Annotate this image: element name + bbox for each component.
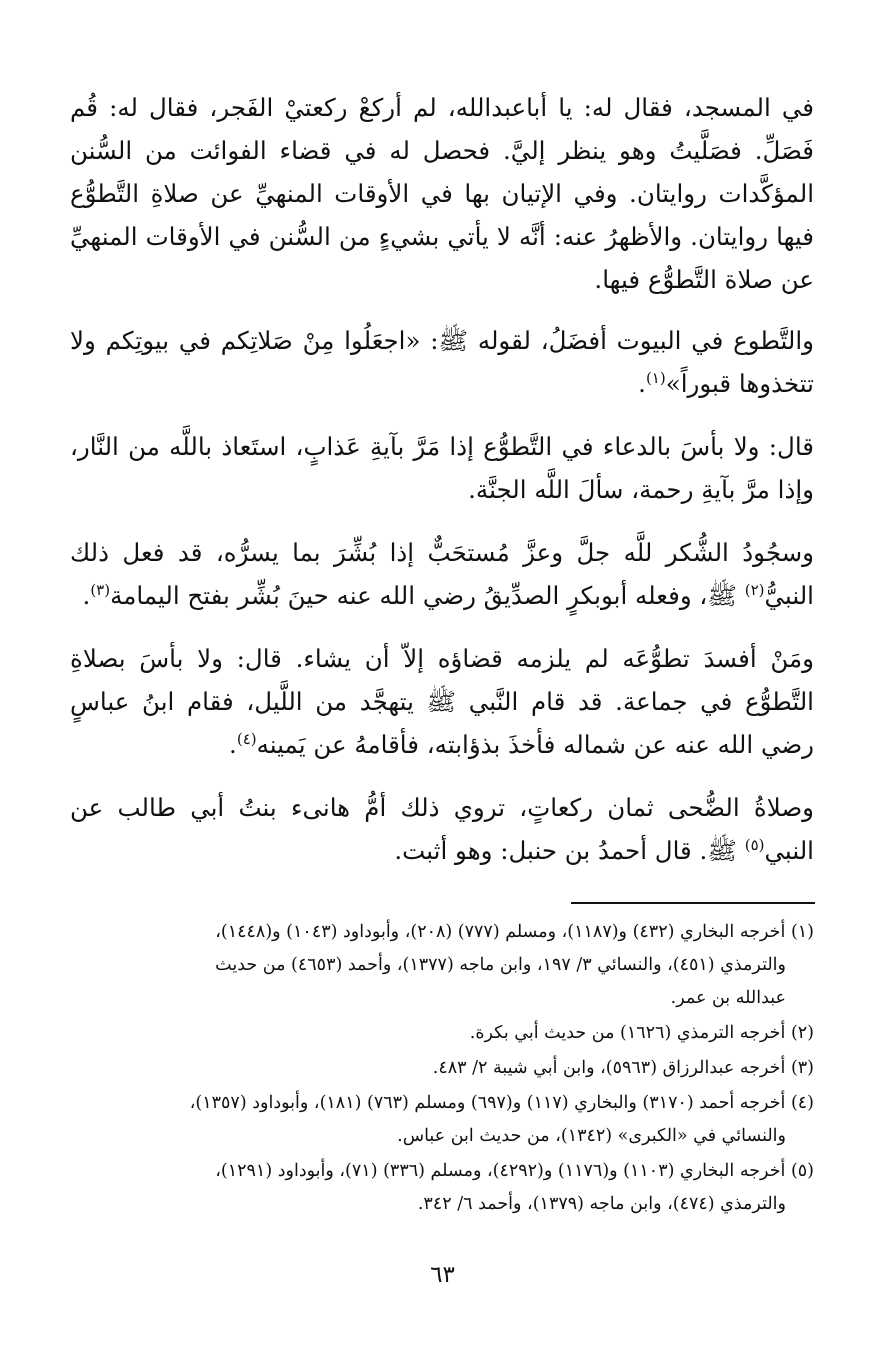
footnote-3 bbox=[70, 1052, 814, 1085]
paragraph-1-text: في المسجد، فقال له: يا أباعبدالله، لم أركعْ ركعتيْ الفَجر، فقال له: قُم فَصَلِّ. فصَلَّيتُ وهو ينظر إليَّ. فحصل له في قضاء الفوائت من السُّنن المؤكَّدات روايتان. وفي الإتيان بها في الأوقات المنهيِّ عن صلاةِ التَّطوُّع فيها روايتان. والأظهرُ عنه: أنَّه لا يأتي بشيءٍ من السُّنن في الأوقات المنهيِّ عن صلاة التَّطوُّع فيها. bbox=[70, 93, 814, 294]
footnote-4-line-2: والنسائي في «الكبرى» (١٣٤٢)، من حديث ابن عباس. bbox=[397, 1126, 786, 1146]
footnote-3-line-1: أخرجه عبدالرزاق (٥٩٦٣)، وابن أبي شيبة ٢/ ٤٨٣. bbox=[432, 1058, 786, 1078]
footnote-5-number: (٥) bbox=[790, 1161, 814, 1181]
footnote-ref-4[interactable]: (٤) bbox=[236, 729, 257, 748]
footnotes bbox=[70, 916, 814, 1223]
main-text bbox=[70, 86, 814, 892]
paragraph-3 bbox=[70, 425, 814, 511]
paragraph-5-end: . bbox=[229, 730, 237, 759]
paragraph-3-text: قال: ولا بأسَ بالدعاء في التَّطوُّع إذا مَرَّ بآيةِ عَذابٍ، استَعاذ باللَّه من النَّار، وإذا مرَّ بآيةِ رحمة، سألَ اللَّه الجنَّة. bbox=[70, 432, 814, 504]
paragraph-4-middle: ﷺ، وفعله أبوبكرٍ الصدِّيقُ رضي الله عنه حينَ بُشِّر بفتح اليمامة bbox=[110, 581, 745, 610]
paragraph-4 bbox=[70, 531, 814, 617]
footnote-2-line-1: أخرجه الترمذي (١٦٢٦) من حديث أبي بكرة. bbox=[469, 1023, 786, 1043]
footnote-ref-5[interactable]: (٥) bbox=[744, 835, 765, 854]
paragraph-4-end: . bbox=[82, 581, 91, 610]
paragraph-6-end: ﷺ. قال أحمدُ بن حنبل: وهو أثبت. bbox=[394, 836, 745, 865]
paragraph-2-text: والتَّطوع في البيوت أفضَلُ، لقوله ﷺ: «اجعَلُوا مِنْ صَلاتِكم في بيوتِكم ولا تتخذوها قبوراً» bbox=[70, 326, 814, 398]
paragraph-6-text: وصلاةُ الضُّحى ثمان ركعاتٍ، تروي ذلك أمُّ هانىء بنتُ أبي طالب عن النبي bbox=[70, 793, 814, 865]
footnote-1 bbox=[70, 916, 814, 1015]
footnote-4-line-1: أخرجه أحمد (٣١٧٠) والبخاري (١١٧) و(٦٩٧) ومسلم (٧٦٣) (١٨١)، وأبوداود (١٣٥٧)، bbox=[189, 1093, 786, 1113]
paragraph-5-text: ومَنْ أفسدَ تطوُّعَه لم يلزمه قضاؤه إلاّ أن يشاء. قال: ولا بأسَ بصلاةِ التَّطوُّع في جماعة. قد قام النَّبي ﷺ يتهجَّد من اللَّيل، فقام ابنُ عباسٍ رضي الله عنه عن شماله فأخذَ بذؤابته، فأقامهُ عن يَمينه bbox=[70, 644, 814, 759]
footnote-2-number: (٢) bbox=[790, 1023, 814, 1043]
footnote-ref-2[interactable]: (٢) bbox=[744, 580, 765, 599]
footnote-1-line-3: عبدالله بن عمر. bbox=[670, 988, 786, 1008]
footnote-divider bbox=[571, 902, 815, 904]
footnote-ref-1[interactable]: (١) bbox=[645, 368, 666, 387]
footnote-1-number: (١) bbox=[790, 922, 814, 942]
paragraph-4-text: وسجُودُ الشُّكر للَّه جلَّ وعزَّ مُستحَبٌّ إذا بُشِّرَ بما يسرُّه، قد فعل ذلك النبيُّ bbox=[70, 538, 814, 610]
paragraph-2 bbox=[70, 319, 814, 405]
paragraph-2-end: . bbox=[638, 369, 646, 398]
footnote-5 bbox=[70, 1155, 814, 1221]
paragraph-5 bbox=[70, 637, 814, 766]
paragraph-1 bbox=[70, 86, 814, 301]
footnote-5-line-1: أخرجه البخاري (١١٠٣) و(١١٧٦) و(٤٢٩٢)، ومسلم (٣٣٦) (٧١)، وأبوداود (١٢٩١)، bbox=[215, 1161, 786, 1181]
footnote-2 bbox=[70, 1017, 814, 1050]
footnote-4-number: (٤) bbox=[790, 1093, 814, 1113]
footnote-1-line-2: والترمذي (٤٥١)، والنسائي ٣/ ١٩٧، وابن ماجه (١٣٧٧)، وأحمد (٤٦٥٣) من حديث bbox=[215, 955, 786, 975]
page-number: ٦٣ bbox=[430, 1262, 455, 1288]
footnote-4 bbox=[70, 1087, 814, 1153]
paragraph-6 bbox=[70, 786, 814, 872]
footnote-1-line-1: أخرجه البخاري (٤٣٢) و(١١٨٧)، ومسلم (٧٧٧) (٢٠٨)، وأبوداود (١٠٤٣) و(١٤٤٨)، bbox=[215, 922, 786, 942]
footnote-3-number: (٣) bbox=[790, 1058, 814, 1078]
footnote-ref-3[interactable]: (٣) bbox=[90, 580, 111, 599]
footnote-5-line-2: والترمذي (٤٧٤)، وابن ماجه (١٣٧٩)، وأحمد ٦/ ٣٤٢. bbox=[417, 1194, 786, 1214]
